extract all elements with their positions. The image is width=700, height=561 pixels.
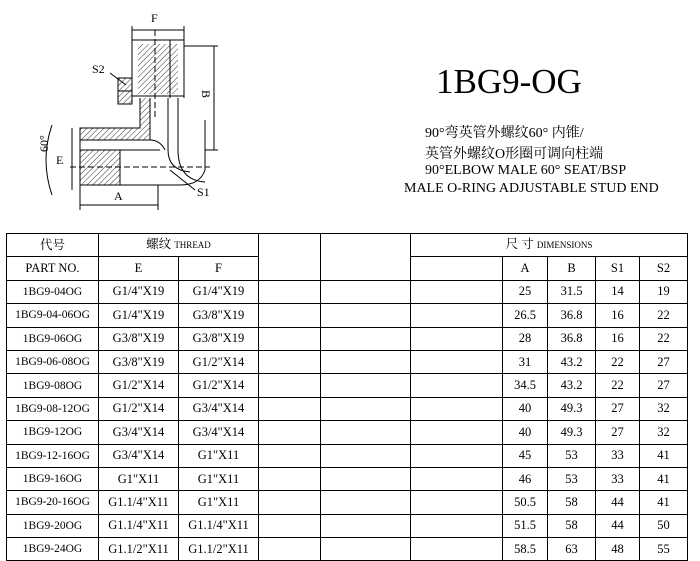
label-a: A (114, 189, 123, 203)
part-no-cell: 1BG9-20OG (7, 514, 99, 537)
blank-cell (411, 444, 503, 467)
header-col-s2: S2 (640, 257, 688, 280)
blank-cell (321, 538, 411, 561)
header-code-cn: 代号 (7, 234, 99, 257)
blank-cell (259, 514, 321, 537)
blank-cell (259, 467, 321, 490)
blank-header-2 (321, 234, 411, 257)
dim-b-cell: 43.2 (548, 374, 596, 397)
header-col-f: F (179, 257, 259, 280)
dim-s2-cell: 22 (640, 304, 688, 327)
dim-a-cell: 25 (503, 280, 548, 303)
thread-f-cell: G1.1/4"X11 (179, 514, 259, 537)
part-no-cell: 1BG9-06-08OG (7, 350, 99, 373)
blank-cell (321, 350, 411, 373)
dim-a-cell: 50.5 (503, 491, 548, 514)
dim-b-cell: 36.8 (548, 327, 596, 350)
blank-cell (259, 444, 321, 467)
part-no-cell: 1BG9-12OG (7, 421, 99, 444)
blank-cell (259, 538, 321, 561)
blank-cell (259, 397, 321, 420)
part-no-cell: 1BG9-08-12OG (7, 397, 99, 420)
thread-f-cell: G1/2"X14 (179, 350, 259, 373)
dim-a-cell: 45 (503, 444, 548, 467)
dim-b-cell: 43.2 (548, 350, 596, 373)
blank-cell (411, 538, 503, 561)
label-angle: 60° (37, 135, 51, 152)
dim-s2-cell: 27 (640, 350, 688, 373)
blank-col-a (259, 257, 321, 280)
dim-b-cell: 31.5 (548, 280, 596, 303)
blank-cell (321, 280, 411, 303)
blank-cell (259, 350, 321, 373)
part-no-cell: 1BG9-06OG (7, 327, 99, 350)
blank-cell (411, 374, 503, 397)
blank-cell (259, 327, 321, 350)
dim-b-cell: 58 (548, 514, 596, 537)
blank-cell (259, 304, 321, 327)
dim-s1-cell: 48 (596, 538, 640, 561)
thread-e-cell: G1.1/2"X11 (99, 538, 179, 561)
dim-a-cell: 58.5 (503, 538, 548, 561)
blank-cell (259, 280, 321, 303)
thread-e-cell: G3/4"X14 (99, 421, 179, 444)
dim-s1-cell: 22 (596, 374, 640, 397)
part-no-cell: 1BG9-16OG (7, 467, 99, 490)
thread-f-cell: G1/2"X14 (179, 374, 259, 397)
blank-cell (321, 491, 411, 514)
table-row (7, 397, 688, 420)
blank-cell (259, 374, 321, 397)
dim-b-cell: 63 (548, 538, 596, 561)
blank-cell (321, 421, 411, 444)
description-cn-line1: 90°弯英管外螺纹60° 内锥/ (425, 126, 584, 141)
dim-s1-cell: 44 (596, 514, 640, 537)
dim-a-cell: 28 (503, 327, 548, 350)
blank-col-b (321, 257, 411, 280)
thread-e-cell: G1.1/4"X11 (99, 491, 179, 514)
dim-s1-cell: 33 (596, 444, 640, 467)
dim-s1-cell: 16 (596, 327, 640, 350)
blank-cell (411, 304, 503, 327)
blank-cell (321, 397, 411, 420)
header-col-s1: S1 (596, 257, 640, 280)
blank-cell (411, 514, 503, 537)
part-no-cell: 1BG9-08OG (7, 374, 99, 397)
blank-cell (411, 467, 503, 490)
dim-s1-cell: 14 (596, 280, 640, 303)
part-no-cell: 1BG9-12-16OG (7, 444, 99, 467)
description-cn-line2: 英管外螺纹O形圈可调向柱端 (425, 147, 604, 162)
thread-f-cell: G1.1/2"X11 (179, 538, 259, 561)
table-row (7, 304, 688, 327)
dim-b-cell: 49.3 (548, 421, 596, 444)
thread-f-cell: G1"X11 (179, 444, 259, 467)
table-row (7, 538, 688, 561)
blank-cell (411, 327, 503, 350)
blank-cell (411, 397, 503, 420)
blank-header-1 (259, 234, 321, 257)
dim-s2-cell: 41 (640, 444, 688, 467)
header-thread: 螺纹 THREAD (99, 234, 259, 257)
blank-cell (411, 421, 503, 444)
blank-cell (321, 304, 411, 327)
thread-e-cell: G3/8"X19 (99, 327, 179, 350)
dim-a-cell: 46 (503, 467, 548, 490)
description-en-line1: 90°ELBOW MALE 60° SEAT/BSP (425, 163, 627, 178)
table-row (7, 327, 688, 350)
dim-s1-cell: 44 (596, 491, 640, 514)
dim-s2-cell: 55 (640, 538, 688, 561)
dim-s2-cell: 27 (640, 374, 688, 397)
thread-f-cell: G3/8"X19 (179, 327, 259, 350)
thread-e-cell: G1/4"X19 (99, 280, 179, 303)
dim-b-cell: 53 (548, 467, 596, 490)
dim-b-cell: 53 (548, 444, 596, 467)
label-s1: S1 (197, 185, 210, 199)
dim-b-cell: 49.3 (548, 397, 596, 420)
table-row (7, 350, 688, 373)
dim-s1-cell: 27 (596, 421, 640, 444)
dim-a-cell: 26.5 (503, 304, 548, 327)
table-row (7, 444, 688, 467)
label-s2: S2 (92, 62, 105, 76)
dim-s1-cell: 16 (596, 304, 640, 327)
dim-s2-cell: 32 (640, 421, 688, 444)
label-b: B (199, 90, 213, 99)
thread-f-cell: G3/8"X19 (179, 304, 259, 327)
header-row-2 (7, 257, 688, 280)
thread-f-cell: G1"X11 (179, 491, 259, 514)
blank-cell (321, 514, 411, 537)
table-row (7, 280, 688, 303)
table-row (7, 514, 688, 537)
dim-a-cell: 31 (503, 350, 548, 373)
thread-e-cell: G1/2"X14 (99, 374, 179, 397)
blank-cell (259, 421, 321, 444)
dim-s2-cell: 41 (640, 491, 688, 514)
dim-a-cell: 51.5 (503, 514, 548, 537)
blank-cell (321, 327, 411, 350)
table-row (7, 421, 688, 444)
part-no-cell: 1BG9-04-06OG (7, 304, 99, 327)
dim-b-cell: 36.8 (548, 304, 596, 327)
dim-a-cell: 40 (503, 397, 548, 420)
thread-f-cell: G3/4"X14 (179, 397, 259, 420)
blank-cell (411, 350, 503, 373)
dim-s2-cell: 32 (640, 397, 688, 420)
header-row-1 (7, 234, 688, 257)
dim-s2-cell: 22 (640, 327, 688, 350)
dim-s2-cell: 50 (640, 514, 688, 537)
dim-s2-cell: 41 (640, 467, 688, 490)
thread-e-cell: G1/2"X14 (99, 397, 179, 420)
table-row (7, 491, 688, 514)
dim-b-cell: 58 (548, 491, 596, 514)
thread-f-cell: G1"X11 (179, 467, 259, 490)
thread-f-cell: G3/4"X14 (179, 421, 259, 444)
product-title: 1BG9-OG (436, 62, 582, 101)
blank-col-c (411, 257, 503, 280)
spec-table (6, 233, 688, 561)
blank-cell (411, 491, 503, 514)
part-no-cell: 1BG9-20-16OG (7, 491, 99, 514)
thread-e-cell: G3/4"X14 (99, 444, 179, 467)
description-en-line2: MALE O-RING ADJUSTABLE STUD END (404, 181, 659, 196)
blank-cell (411, 280, 503, 303)
header-dimensions: 尺 寸 DIMENSIONS (411, 234, 688, 257)
thread-e-cell: G1/4"X19 (99, 304, 179, 327)
dim-a-cell: 40 (503, 421, 548, 444)
blank-cell (259, 491, 321, 514)
header-code-en: PART NO. (7, 257, 99, 280)
dim-s1-cell: 33 (596, 467, 640, 490)
thread-e-cell: G1.1/4"X11 (99, 514, 179, 537)
header-col-a: A (503, 257, 548, 280)
dim-a-cell: 34.5 (503, 374, 548, 397)
table-row (7, 374, 688, 397)
header-col-b: B (548, 257, 596, 280)
thread-e-cell: G1"X11 (99, 467, 179, 490)
header-col-e: E (99, 257, 179, 280)
thread-e-cell: G3/8"X19 (99, 350, 179, 373)
blank-cell (321, 374, 411, 397)
thread-f-cell: G1/4"X19 (179, 280, 259, 303)
part-no-cell: 1BG9-04OG (7, 280, 99, 303)
part-no-cell: 1BG9-24OG (7, 538, 99, 561)
blank-cell (321, 444, 411, 467)
blank-cell (321, 467, 411, 490)
dim-s2-cell: 19 (640, 280, 688, 303)
table-row (7, 467, 688, 490)
dim-s1-cell: 27 (596, 397, 640, 420)
label-e: E (56, 153, 64, 167)
dim-s1-cell: 22 (596, 350, 640, 373)
label-f: F (151, 11, 158, 25)
